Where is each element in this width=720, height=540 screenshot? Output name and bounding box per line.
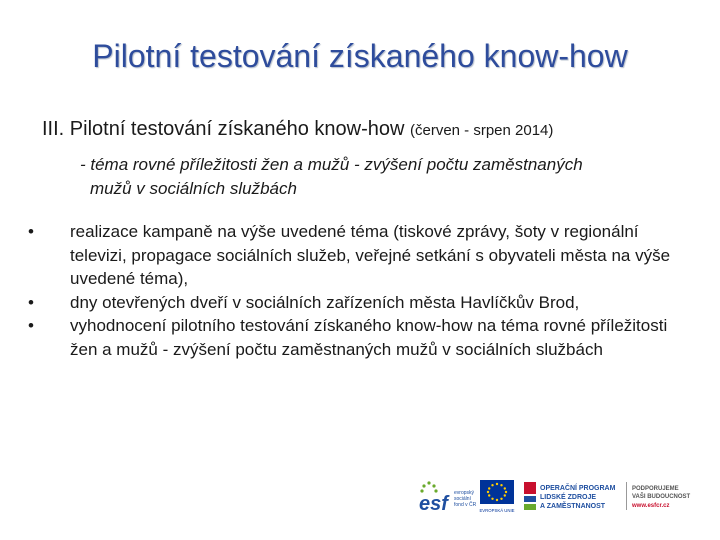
bullet-marker: • xyxy=(28,222,34,241)
bullet-text: realizace kampaně na výše uvedené téma (tiskové zprávy, šoty v regionální televizi, propagace sociálních služeb, veřejné setkání s obyvateli města na výše uvedené téma), xyxy=(70,222,671,288)
esf-line-1: evropský xyxy=(454,490,475,496)
bullet-item xyxy=(28,291,688,315)
esf-line-2: sociální xyxy=(454,496,471,502)
op-lzz-line-1: OPERAČNÍ PROGRAM xyxy=(540,485,616,492)
support-divider xyxy=(626,482,627,510)
esf-stars-icon xyxy=(420,481,437,492)
support-line-3: www.esfcr.cz xyxy=(632,503,670,509)
esf-mark: esf xyxy=(419,493,448,515)
bullet-marker: • xyxy=(28,292,34,312)
section-heading-text: III. Pilotní testování získaného know-how xyxy=(42,118,405,140)
op-lzz-logo xyxy=(522,478,622,518)
eu-label: EVROPSKÁ UNIE xyxy=(479,508,515,513)
topic-note xyxy=(80,153,690,201)
bullet-marker: • xyxy=(28,316,34,335)
footer-logos xyxy=(418,478,698,518)
topic-note-line-1: - téma rovné příležitosti žen a mužů - zvýšení počtu zaměstnaných xyxy=(80,155,583,174)
eu-flag-logo xyxy=(478,478,516,518)
topic-note-line-2: mužů v sociálních službách xyxy=(90,179,297,198)
support-line-1: PODPORUJEME xyxy=(632,486,679,492)
bullet-text: vyhodnocení pilotního testování získaného know-how na téma rovné příležitosti žen a mužů - zvýšení počtu zaměstnaných mužů v sociálních službách xyxy=(70,316,668,359)
op-lzz-icon xyxy=(524,482,536,510)
support-logo xyxy=(624,478,698,518)
bullet-list xyxy=(28,220,688,361)
esf-logo xyxy=(418,478,477,518)
section-heading xyxy=(42,118,553,141)
esf-line-3: fond v ČR xyxy=(454,502,477,508)
bullet-item xyxy=(28,314,688,361)
bullet-text: dny otevřených dveří v sociálních zařízeních města Havlíčkův Brod, xyxy=(70,292,580,312)
op-lzz-line-2: LIDSKÉ ZDROJE xyxy=(540,494,597,501)
op-lzz-line-3: A ZAMĚSTNANOST xyxy=(540,503,606,510)
slide-title: Pilotní testování získaného know-how xyxy=(92,38,628,74)
bullet-item xyxy=(28,220,688,291)
support-line-2: VAŠI BUDOUCNOST xyxy=(632,494,691,500)
section-heading-dates: (červen - srpen 2014) xyxy=(409,122,554,139)
